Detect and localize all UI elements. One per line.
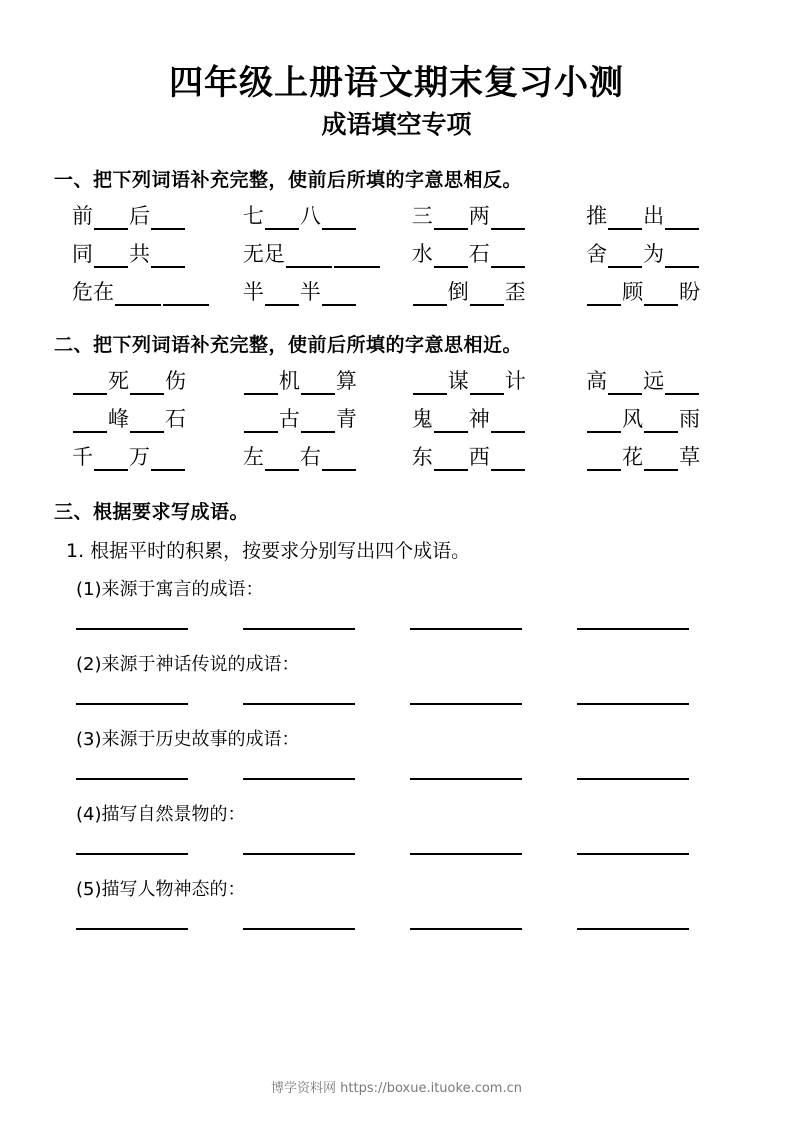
idiom-blank[interactable] <box>334 242 380 268</box>
idiom-blank[interactable] <box>491 204 525 230</box>
idiom-blank[interactable] <box>130 407 164 433</box>
idiom-blank[interactable] <box>491 242 525 268</box>
idiom-blank[interactable] <box>286 242 332 268</box>
idiom-cell <box>58 405 231 433</box>
word-row <box>58 240 745 268</box>
idiom-cell <box>402 405 578 433</box>
sub-item-label: (4)描写自然景物的： <box>76 804 246 825</box>
answer-line[interactable] <box>410 927 522 930</box>
idiom-blank[interactable] <box>608 242 642 268</box>
idiom-cell <box>231 405 402 433</box>
idiom-blank[interactable] <box>73 369 107 395</box>
page-title: 四年级上册语文期末复习小测 <box>169 63 624 103</box>
idiom-char: 顾 <box>622 280 644 304</box>
answer-line[interactable] <box>76 927 188 930</box>
sub-item <box>76 725 745 780</box>
idiom-char: 花 <box>622 445 644 469</box>
idiom-char: 出 <box>643 204 665 228</box>
idiom-blank[interactable] <box>322 280 356 306</box>
answer-line-group <box>76 852 726 855</box>
idiom-char: 左 <box>242 445 264 469</box>
idiom-blank[interactable] <box>644 280 678 306</box>
idiom-char: 三 <box>411 204 433 228</box>
sub-item <box>76 575 745 630</box>
idiom-blank[interactable] <box>265 204 299 230</box>
idiom-blank[interactable] <box>322 204 356 230</box>
idiom-char: 神 <box>468 407 490 431</box>
idiom-blank[interactable] <box>587 407 621 433</box>
idiom-char: 足 <box>263 242 285 266</box>
idiom-blank[interactable] <box>644 445 678 471</box>
page-subtitle: 成语填空专项 <box>321 109 472 139</box>
idiom-blank[interactable] <box>608 369 642 395</box>
idiom-char: 为 <box>643 242 665 266</box>
idiom-char: 歪 <box>504 280 526 304</box>
answer-line[interactable] <box>410 627 522 630</box>
idiom-char: 计 <box>504 369 526 393</box>
word-row <box>58 278 745 306</box>
idiom-blank[interactable] <box>244 407 278 433</box>
answer-line-group <box>76 927 726 930</box>
idiom-blank[interactable] <box>434 204 468 230</box>
idiom-cell <box>58 443 231 471</box>
idiom-blank[interactable] <box>322 445 356 471</box>
idiom-char: 风 <box>622 407 644 431</box>
idiom-blank[interactable] <box>665 369 699 395</box>
idiom-char: 水 <box>411 242 433 266</box>
idiom-char: 死 <box>108 369 129 393</box>
idiom-blank[interactable] <box>434 445 468 471</box>
idiom-char: 半 <box>242 280 264 304</box>
idiom-char: 倒 <box>447 280 469 304</box>
idiom-char: 算 <box>335 369 357 393</box>
answer-line[interactable] <box>76 702 188 705</box>
idiom-blank[interactable] <box>470 280 504 306</box>
sub-item <box>76 800 745 855</box>
idiom-cell <box>231 202 402 230</box>
idiom-cell <box>58 202 231 230</box>
idiom-char: 舍 <box>586 242 608 266</box>
idiom-char: 同 <box>72 242 93 266</box>
idiom-char: 石 <box>165 407 186 431</box>
answer-line[interactable] <box>577 777 689 780</box>
idiom-cell <box>578 240 745 268</box>
idiom-cell <box>231 240 402 268</box>
idiom-char: 青 <box>335 407 357 431</box>
idiom-cell <box>578 443 745 471</box>
answer-line[interactable] <box>577 627 689 630</box>
idiom-cell <box>402 240 578 268</box>
idiom-blank[interactable] <box>413 280 447 306</box>
idiom-blank[interactable] <box>94 445 128 471</box>
answer-line-group <box>76 702 726 705</box>
idiom-cell <box>402 278 578 306</box>
sub-item <box>76 650 745 705</box>
idiom-cell <box>578 278 745 306</box>
idiom-char: 伤 <box>165 369 186 393</box>
idiom-blank[interactable] <box>244 369 278 395</box>
footer-watermark: 博学资料网 https://boxue.ituoke.com.cn <box>271 1081 522 1096</box>
answer-line-group <box>76 777 726 780</box>
idiom-char: 雨 <box>679 407 701 431</box>
answer-line[interactable] <box>243 627 355 630</box>
idiom-char: 前 <box>72 204 93 228</box>
idiom-char: 石 <box>468 242 490 266</box>
sub-item-label: (1)来源于寓言的成语： <box>76 579 264 600</box>
idiom-char: 危 <box>72 280 93 304</box>
idiom-blank[interactable] <box>644 407 678 433</box>
idiom-blank[interactable] <box>265 445 299 471</box>
answer-line[interactable] <box>76 777 188 780</box>
sub-item-label: (3)来源于历史故事的成语： <box>76 729 300 750</box>
answer-line[interactable] <box>243 927 355 930</box>
answer-line[interactable] <box>243 777 355 780</box>
idiom-char: 古 <box>278 407 300 431</box>
idiom-blank[interactable] <box>94 242 128 268</box>
idiom-char: 高 <box>586 369 608 393</box>
idiom-char: 鬼 <box>411 407 433 431</box>
section-2-heading: 二、把下列词语补充完整，使前后所填的字意思相近。 <box>54 334 523 356</box>
idiom-char: 西 <box>468 445 490 469</box>
idiom-char: 共 <box>129 242 150 266</box>
section-1-word-grid <box>58 202 745 306</box>
answer-line[interactable] <box>76 627 188 630</box>
idiom-char: 远 <box>643 369 665 393</box>
idiom-blank[interactable] <box>587 445 621 471</box>
section-3-items <box>48 575 745 930</box>
idiom-blank[interactable] <box>491 407 525 433</box>
idiom-char: 峰 <box>108 407 129 431</box>
answer-line[interactable] <box>577 927 689 930</box>
idiom-char: 无 <box>242 242 264 266</box>
idiom-char: 七 <box>242 204 264 228</box>
idiom-blank[interactable] <box>665 204 699 230</box>
idiom-blank[interactable] <box>491 445 525 471</box>
answer-line[interactable] <box>577 702 689 705</box>
sub-item <box>76 875 745 930</box>
answer-line[interactable] <box>243 702 355 705</box>
idiom-char: 半 <box>299 280 321 304</box>
idiom-char: 万 <box>129 445 150 469</box>
idiom-blank[interactable] <box>151 242 185 268</box>
answer-line[interactable] <box>243 852 355 855</box>
idiom-blank[interactable] <box>608 204 642 230</box>
idiom-cell <box>58 367 231 395</box>
idiom-cell <box>578 202 745 230</box>
idiom-char: 右 <box>299 445 321 469</box>
sub-item-label: (5)描写人物神态的： <box>76 879 246 900</box>
idiom-blank[interactable] <box>151 445 185 471</box>
idiom-blank[interactable] <box>163 280 209 306</box>
answer-line[interactable] <box>410 702 522 705</box>
section-2-word-grid <box>58 367 745 471</box>
idiom-blank[interactable] <box>413 369 447 395</box>
idiom-blank[interactable] <box>130 369 164 395</box>
idiom-cell <box>58 240 231 268</box>
idiom-blank[interactable] <box>151 204 185 230</box>
idiom-blank[interactable] <box>301 407 335 433</box>
answer-line[interactable] <box>577 852 689 855</box>
idiom-blank[interactable] <box>73 407 107 433</box>
idiom-cell <box>402 443 578 471</box>
idiom-char: 草 <box>679 445 701 469</box>
idiom-cell <box>231 278 402 306</box>
idiom-char: 盼 <box>679 280 701 304</box>
idiom-cell <box>578 367 745 395</box>
answer-line[interactable] <box>410 852 522 855</box>
word-row <box>58 202 745 230</box>
idiom-blank[interactable] <box>301 369 335 395</box>
idiom-char: 东 <box>411 445 433 469</box>
answer-line-group <box>76 627 726 630</box>
answer-line[interactable] <box>410 777 522 780</box>
idiom-char: 后 <box>129 204 150 228</box>
idiom-blank[interactable] <box>434 407 468 433</box>
answer-line[interactable] <box>76 852 188 855</box>
idiom-blank[interactable] <box>665 242 699 268</box>
idiom-blank[interactable] <box>94 204 128 230</box>
idiom-blank[interactable] <box>265 280 299 306</box>
idiom-char: 八 <box>299 204 321 228</box>
idiom-cell <box>231 443 402 471</box>
idiom-char: 机 <box>278 369 300 393</box>
idiom-cell <box>402 367 578 395</box>
idiom-char: 两 <box>468 204 490 228</box>
idiom-blank[interactable] <box>115 280 161 306</box>
idiom-cell <box>231 367 402 395</box>
word-row <box>58 405 745 433</box>
section-3-question: 1. 根据平时的积累，按要求分别写出四个成语。 <box>66 540 471 562</box>
idiom-char: 推 <box>586 204 608 228</box>
idiom-blank[interactable] <box>434 242 468 268</box>
idiom-char: 在 <box>93 280 114 304</box>
word-row <box>58 443 745 471</box>
word-row <box>58 367 745 395</box>
idiom-cell <box>58 278 231 306</box>
idiom-cell <box>402 202 578 230</box>
sub-item-label: (2)来源于神话传说的成语： <box>76 654 300 675</box>
section-1-heading: 一、把下列词语补充完整，使前后所填的字意思相反。 <box>54 169 523 191</box>
idiom-cell <box>578 405 745 433</box>
idiom-blank[interactable] <box>587 280 621 306</box>
idiom-char: 谋 <box>447 369 469 393</box>
idiom-blank[interactable] <box>470 369 504 395</box>
section-3-heading: 三、根据要求写成语。 <box>54 501 250 523</box>
idiom-char: 千 <box>72 445 93 469</box>
